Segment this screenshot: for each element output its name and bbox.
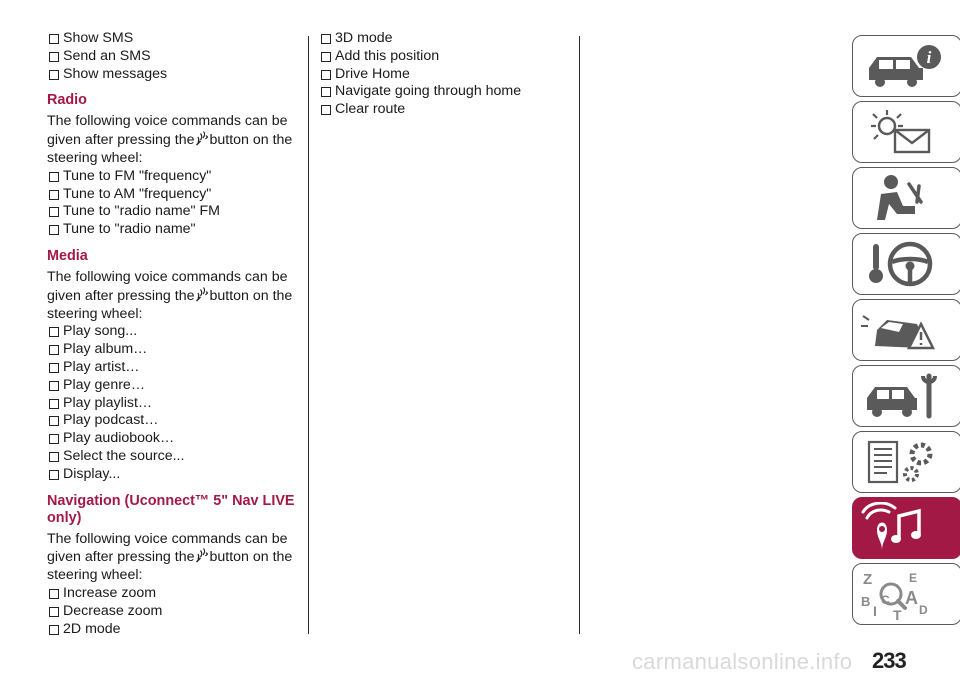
list-item: Select the source... xyxy=(47,448,303,466)
list-item: Play podcast… xyxy=(47,412,303,430)
checkbox-bullet-icon xyxy=(49,625,59,635)
checkbox-bullet-icon xyxy=(321,105,331,115)
column-divider xyxy=(579,36,580,634)
svg-text:C: C xyxy=(881,593,890,607)
checkbox-bullet-icon xyxy=(49,345,59,355)
checkbox-bullet-icon xyxy=(49,172,59,182)
checkbox-bullet-icon xyxy=(321,70,331,80)
checkbox-bullet-icon xyxy=(321,34,331,44)
technical-data-icon xyxy=(859,436,951,488)
checkbox-bullet-icon xyxy=(321,52,331,62)
checkbox-bullet-icon xyxy=(49,225,59,235)
list-item: Show SMS xyxy=(47,30,303,48)
list-item: Play song... xyxy=(47,323,303,341)
tab-technical-data[interactable] xyxy=(852,431,960,493)
checkbox-bullet-icon xyxy=(321,87,331,97)
checkbox-bullet-icon xyxy=(49,327,59,337)
warning-lights-message-icon xyxy=(859,106,951,158)
section-intro: The following voice commands can be given after pressing the button on the steering wheel: xyxy=(47,530,293,584)
section-intro: The following voice commands can be given after pressing the button on the steering wheel: xyxy=(47,113,293,166)
tab-multimedia[interactable] xyxy=(852,497,960,559)
checkbox-bullet-icon xyxy=(49,363,59,373)
list-item: Play playlist… xyxy=(47,395,303,413)
list-item: Decrease zoom xyxy=(47,603,303,621)
svg-text:Z: Z xyxy=(863,571,873,588)
voice-command-icon xyxy=(195,548,208,563)
tab-warning-lights[interactable] xyxy=(852,101,960,163)
checkbox-bullet-icon xyxy=(49,470,59,480)
checkbox-bullet-icon xyxy=(49,34,59,44)
voice-command-icon xyxy=(195,131,208,146)
svg-text:i: i xyxy=(926,48,932,67)
list-item: Tune to "radio name" xyxy=(47,221,303,239)
list-item: Clear route xyxy=(319,101,574,119)
tab-maintenance[interactable] xyxy=(852,365,960,427)
section-intro: The following voice commands can be given after pressing the button on the steering wheel: xyxy=(47,268,293,322)
tab-emergency[interactable] xyxy=(852,299,960,361)
multimedia-icon xyxy=(859,502,951,554)
checkbox-bullet-icon xyxy=(49,381,59,391)
list-item: Tune to AM "frequency" xyxy=(47,186,303,204)
checkbox-bullet-icon xyxy=(49,416,59,426)
checkbox-bullet-icon xyxy=(49,70,59,80)
car-info-icon xyxy=(859,40,951,92)
list-item: 2D mode xyxy=(47,621,303,639)
list-item: Tune to "radio name" FM xyxy=(47,203,303,221)
svg-text:A: A xyxy=(905,588,918,608)
list-item: Display... xyxy=(47,466,303,484)
svg-text:I: I xyxy=(873,603,877,619)
list-item: Drive Home xyxy=(319,66,574,84)
emergency-icon xyxy=(859,304,951,356)
tab-index[interactable] xyxy=(852,563,960,625)
voice-command-icon xyxy=(195,287,208,302)
watermark: carmanualsonline.info xyxy=(632,649,853,674)
list-item: Navigate going through home xyxy=(319,83,574,101)
list-item: 3D mode xyxy=(319,30,574,48)
list-item: Play artist… xyxy=(47,359,303,377)
checkbox-bullet-icon xyxy=(49,452,59,462)
svg-text:D: D xyxy=(919,603,928,617)
section-heading-navigation: Navigation (Uconnect™ 5" Nav LIVE only) xyxy=(47,492,295,526)
list-item: Play album… xyxy=(47,341,303,359)
list-item: Add this position xyxy=(319,48,574,66)
svg-text:B: B xyxy=(861,594,871,609)
tab-starting-driving[interactable] xyxy=(852,233,960,295)
checkbox-bullet-icon xyxy=(49,589,59,599)
column-divider xyxy=(308,36,309,634)
checkbox-bullet-icon xyxy=(49,399,59,409)
checkbox-bullet-icon xyxy=(49,607,59,617)
list-item: Send an SMS xyxy=(47,48,303,66)
starting-driving-icon xyxy=(859,238,951,290)
checkbox-bullet-icon xyxy=(49,207,59,217)
tab-safety[interactable] xyxy=(852,167,960,229)
maintenance-icon xyxy=(859,370,951,422)
index-icon xyxy=(859,568,951,620)
checkbox-bullet-icon xyxy=(49,52,59,62)
section-heading-radio: Radio xyxy=(47,92,87,109)
left-column xyxy=(47,30,303,638)
list-item: Tune to FM "frequency" xyxy=(47,168,303,186)
checkbox-bullet-icon xyxy=(49,190,59,200)
list-item: Play genre… xyxy=(47,377,303,395)
svg-text:E: E xyxy=(909,571,918,585)
section-heading-media: Media xyxy=(47,247,88,264)
middle-column xyxy=(319,30,574,119)
svg-text:T: T xyxy=(893,607,902,620)
list-item: Play audiobook… xyxy=(47,430,303,448)
list-item: Increase zoom xyxy=(47,585,303,603)
tab-car-info[interactable] xyxy=(852,35,960,97)
safety-airbag-icon xyxy=(859,172,951,224)
checkbox-bullet-icon xyxy=(49,434,59,444)
list-item: Show messages xyxy=(47,66,303,84)
page-number: 233 xyxy=(872,648,906,673)
